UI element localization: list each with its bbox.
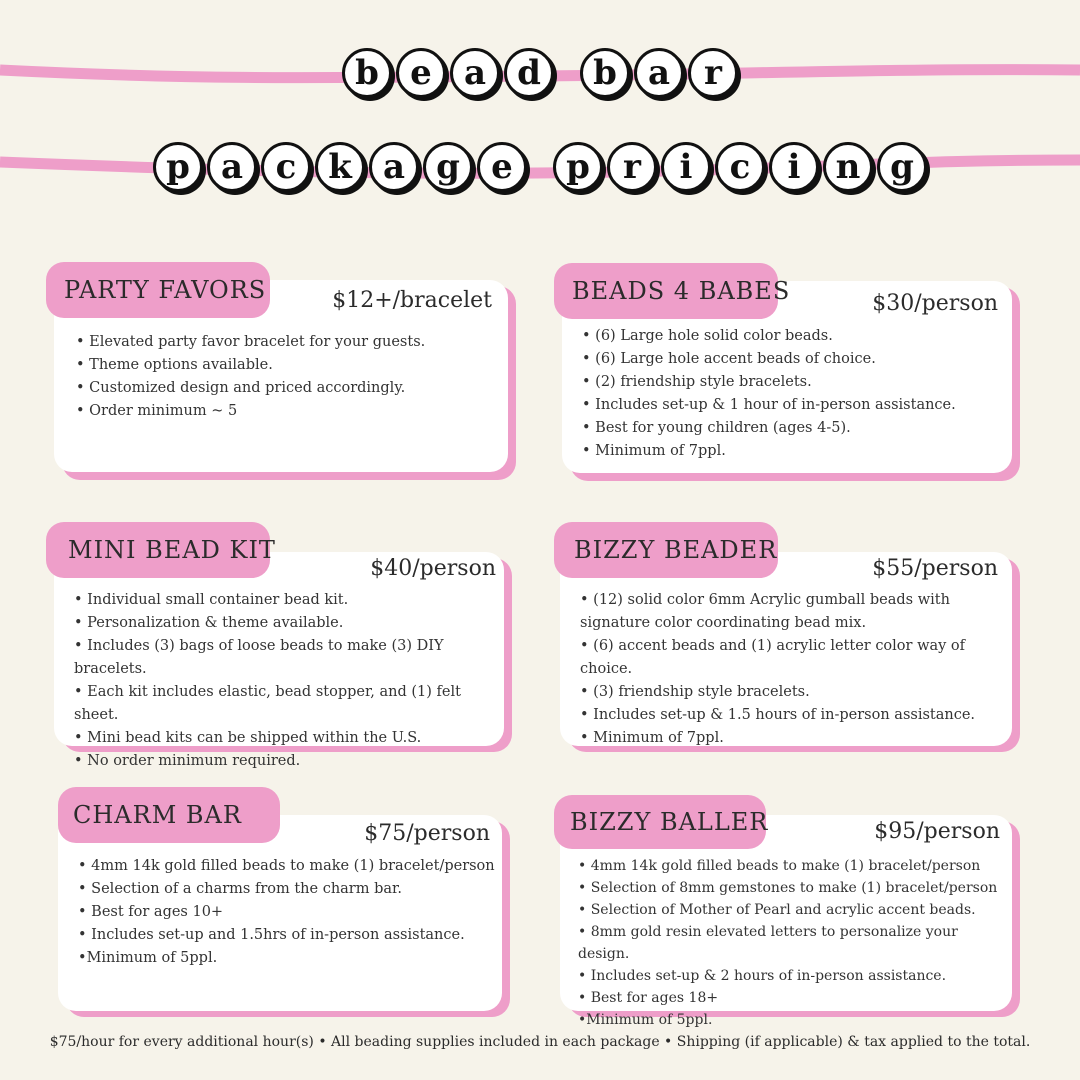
package-feature-list [582, 325, 1002, 463]
feature-item: • Includes set-up & 1 hour of in-person assistance. [582, 394, 1002, 417]
letter-bead: i [769, 142, 819, 192]
feature-item: • 8mm gold resin elevated letters to personalize your design. [578, 921, 1008, 965]
letter-bead: n [823, 142, 873, 192]
letter-bead: r [688, 48, 738, 98]
feature-item: • Theme options available. [76, 354, 496, 377]
letter-bead: a [450, 48, 500, 98]
package-price: $55/person [872, 556, 998, 581]
package-feature-list [78, 855, 498, 970]
letter-bead: c [261, 142, 311, 192]
feature-item: • Best for young children (ages 4-5). [582, 417, 1002, 440]
feature-item: • Order minimum ~ 5 [76, 400, 496, 423]
letter-bead: g [423, 142, 473, 192]
package-feature-list [76, 331, 496, 423]
package-price: $30/person [872, 291, 998, 316]
bead-spacer [556, 48, 578, 98]
feature-item: • Elevated party favor bracelet for your guests. [76, 331, 496, 354]
feature-item: • Includes set-up & 2 hours of in-person assistance. [578, 965, 1008, 987]
feature-item: • Each kit includes elastic, bead stopper, and (1) felt sheet. [74, 681, 504, 727]
package-feature-list [580, 589, 980, 750]
feature-item: • Individual small container bead kit. [74, 589, 504, 612]
letter-bead: b [580, 48, 630, 98]
bead-strings [0, 0, 1080, 240]
feature-item: • Best for ages 18+ [578, 987, 1008, 1009]
feature-item: • Selection of a charms from the charm bar. [78, 878, 498, 901]
feature-item: • Best for ages 10+ [78, 901, 498, 924]
feature-item: • Minimum of 5ppl. [578, 1009, 1008, 1031]
footer-note: $75/hour for every additional hour(s) • All beading supplies included in each package • Shipping (if applicable) & tax applied to the total. [49, 1034, 1031, 1050]
letter-bead: k [315, 142, 365, 192]
package-name: MINI BEAD KIT [46, 522, 270, 578]
letter-bead: c [715, 142, 765, 192]
feature-item: • Minimum of 7ppl. [580, 727, 980, 750]
feature-item: • (6) Large hole solid color beads. [582, 325, 1002, 348]
letter-bead: i [661, 142, 711, 192]
letter-bead: d [504, 48, 554, 98]
letter-bead: p [553, 142, 603, 192]
feature-item: • Selection of Mother of Pearl and acrylic accent beads. [578, 899, 1008, 921]
feature-item: • Includes set-up & 1.5 hours of in-person assistance. [580, 704, 980, 727]
feature-item: • Minimum of 5ppl. [78, 947, 498, 970]
package-price: $95/person [874, 819, 1000, 844]
feature-item: • (12) solid color 6mm Acrylic gumball beads with signature color coordinating bead mix. [580, 589, 980, 635]
letter-bead: a [207, 142, 257, 192]
package-price: $40/person [370, 556, 496, 581]
feature-item: • (6) Large hole accent beads of choice. [582, 348, 1002, 371]
package-name: BIZZY BALLER [554, 795, 766, 849]
letter-bead: p [153, 142, 203, 192]
package-price: $75/person [364, 821, 490, 846]
feature-item: • (2) friendship style bracelets. [582, 371, 1002, 394]
letter-bead: g [877, 142, 927, 192]
feature-item: • (6) accent beads and (1) acrylic letter color way of choice. [580, 635, 980, 681]
package-name: BIZZY BEADER [554, 522, 778, 578]
letter-bead: b [342, 48, 392, 98]
feature-item: • Minimum of 7ppl. [582, 440, 1002, 463]
package-price: $12+/bracelet [332, 288, 492, 313]
package-feature-list [74, 589, 504, 773]
feature-item: • Customized design and priced accordingly. [76, 377, 496, 400]
letter-bead: e [396, 48, 446, 98]
feature-item: • Includes (3) bags of loose beads to make (3) DIY bracelets. [74, 635, 504, 681]
feature-item: • No order minimum required. [74, 750, 504, 773]
feature-item: • Personalization & theme available. [74, 612, 504, 635]
letter-bead: a [369, 142, 419, 192]
package-name: BEADS 4 BABES [554, 263, 778, 319]
feature-item: • Includes set-up and 1.5hrs of in-person assistance. [78, 924, 498, 947]
feature-item: • Selection of 8mm gemstones to make (1) bracelet/person [578, 877, 1008, 899]
feature-item: • 4mm 14k gold filled beads to make (1) bracelet/person [78, 855, 498, 878]
letter-bead: a [634, 48, 684, 98]
feature-item: • Mini bead kits can be shipped within the U.S. [74, 727, 504, 750]
bead-spacer [529, 142, 551, 192]
title-bead-bar [0, 48, 1080, 98]
letter-bead: r [607, 142, 657, 192]
package-name: CHARM BAR [58, 787, 280, 843]
feature-item: • 4mm 14k gold filled beads to make (1) bracelet/person [578, 855, 1008, 877]
feature-item: • (3) friendship style bracelets. [580, 681, 980, 704]
letter-bead: e [477, 142, 527, 192]
package-feature-list [578, 855, 1008, 1031]
title-package-pricing [0, 142, 1080, 192]
package-name: PARTY FAVORS [46, 262, 270, 318]
